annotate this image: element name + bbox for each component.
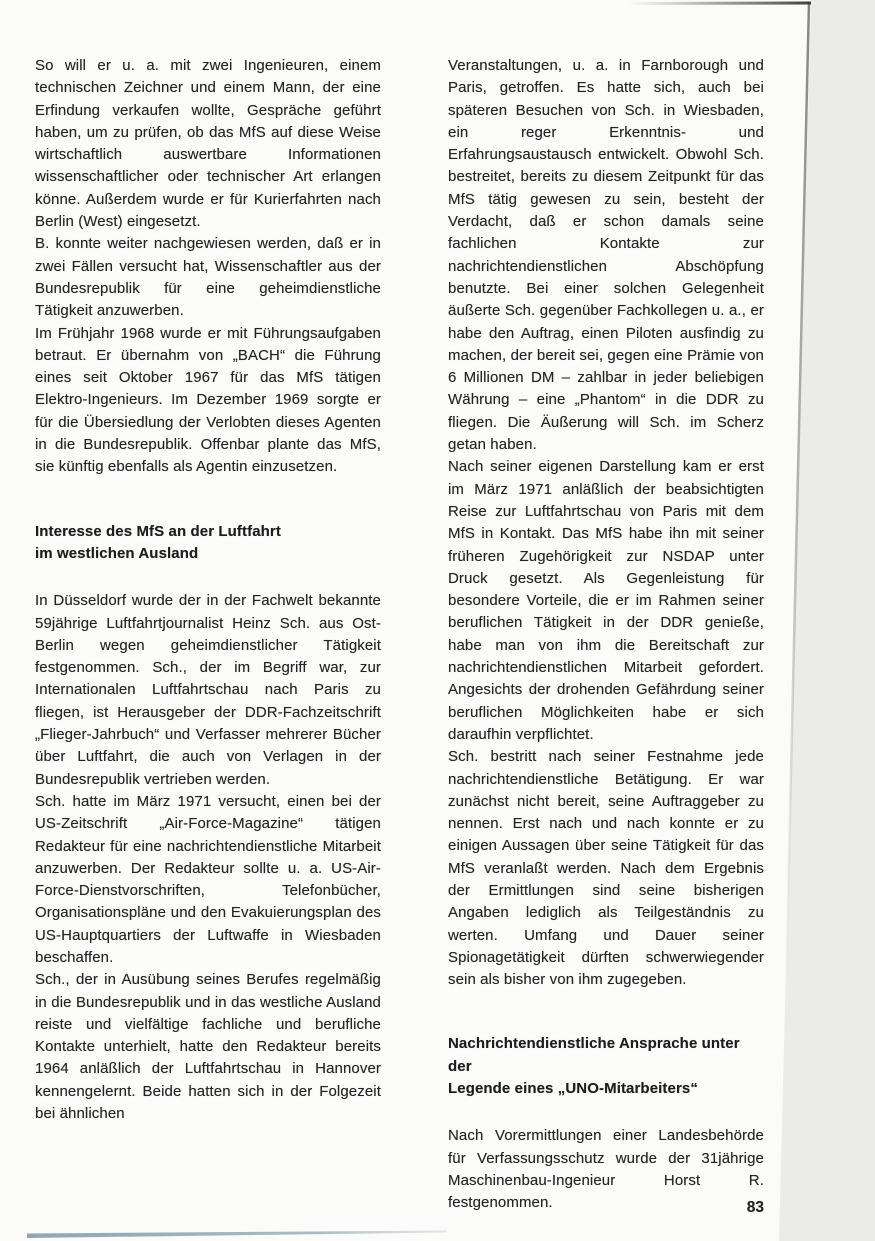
paragraph: Nach seiner eigenen Darstellung kam er erst im März 1971 anläßlich der beabsichtigten Reise zur Luftfahrtschau von Paris mit dem MfS in Kontakt. Das MfS habe ihn mit seiner früheren Zugehörigkeit zur NSDAP unter Druck gesetzt. Als Gegenleistung für besondere Vorteile, die er im Rahmen seiner beruflichen Tätigkeit in der DDR genieße, habe man von ihm die Bereitschaft zur nachrichtendienstlichen Mitarbeit gefordert. Angesichts der drohenden Gefährdung seiner beruflichen Möglichkeiten habe er sich daraufhin verpflichtet. [448, 458, 764, 743]
paragraph: Sch., der in Ausübung seines Berufes regelmäßig in die Bundesrepublik und in das westliche Ausland reiste und vielfältige fachliche und berufliche Kontakte unterhielt, hatte den Redakteur bereits 1964 anläßlich der Luftfahrtschau in Hannover kennengelernt. Beide hatten sich in der Folgezeit bei ähnlichen [35, 971, 381, 1123]
section-heading-line: Interesse des MfS an der Luftfahrt [35, 522, 281, 540]
paragraph: Sch. bestritt nach seiner Festnahme jede nachrichtendienstliche Betätigung. Er war zunächst nicht bereit, seine Auftraggeber zu nennen. Erst nach und nach konnte er zu einigen Aussagen über seine Tätigkeit für das MfS veranlaßt werden. Nach dem Ergebnis der Ermittlungen sind seine bisherigen Angaben lediglich als Teilgeständnis zu werten. Umfang und Dauer seiner Spionagetätigkeit dürften schwerwiegender sein als bisher von ihm zugegeben. [448, 748, 764, 989]
paragraph: Nach Vorermittlungen einer Landesbehörde für Verfassungsschutz wurde der 31jährige Maschinenbau-Ingenieur Horst R. festgenommen. [448, 1127, 764, 1212]
section-heading-line: Nachrichtendienstliche Ansprache unter der [448, 1035, 740, 1075]
page-edge-line [780, 2, 809, 1241]
paragraph: Veranstaltungen, u. a. in Farnborough und Paris, getroffen. Es hatte sich, auch bei späteren Besuchen von Sch. in Wiesbaden, ein reger Erkenntnis- und Erfahrungsaustausch entwickelt. Obwohl Sch. bestreitet, bereits zu diesem Zeitpunkt für das MfS tätig gewesen zu sein, besteht der Verdacht, daß er schon damals seine fachlichen Kontakte zur nachrichtendienstlichen Abschöpfung benutzte. Bei einer solchen Gelegenheit äußerte Sch. gegenüber Fachkollegen u. a., er habe den Auftrag, einen Piloten ausfindig zu machen, der bereit sei, gegen eine Prämie von 6 Millionen DM – zahlbar in jeder beliebigen Währung – eine „Phantom“ in die DDR zu fliegen. Die Äußerung will Sch. im Scherz getan haben. [448, 57, 764, 454]
scan-margin-area [779, 0, 875, 1241]
section-heading-luftfahrt [35, 521, 381, 566]
paragraph: Im Frühjahr 1968 wurde er mit Führungsaufgaben betraut. Er übernahm von „BACH“ die Führung eines seit Oktober 1967 für das MfS tätigen Elektro-Ingenieurs. Im Dezember 1969 sorgte er für die Übersiedlung der Verlobten dieses Agenten in die Bundesrepublik. Offenbar plante das MfS, sie künftig ebenfalls als Agentin einzusetzen. [35, 324, 381, 476]
paragraph: B. konnte weiter nachgewiesen werden, daß er in zwei Fällen versucht hat, Wissenschaftler aus der Bundesrepublik für eine geheimdienstliche Tätigkeit anzuwerben. [35, 235, 381, 320]
paragraph: So will er u. a. mit zwei Ingenieuren, einem technischen Zeichner und einem Mann, der eine Erfindung verkaufen wollte, Gespräche geführt haben, um zu prüfen, ob das MfS auf diese Weise wirtschaftlich auswertbare Informationen wissenschaftlicher oder technischer Art erlangen könne. Außerdem wurde er für Kurierfahrten nach Berlin (West) eingesetzt. [35, 57, 381, 231]
paragraph: Sch. hatte im März 1971 versucht, einen bei der US-Zeitschrift „Air-Force-Magazine“ tätigen Redakteur für eine nachrichtendienstliche Mitarbeit anzuwerben. Der Redakteur sollte u. a. US-Air-Force-Dienstvorschriften, Telefonbücher, Organisationspläne und den Evakuierungsplan des US-Hauptquartiers der Luftwaffe in Wiesbaden beschaffen. [35, 792, 381, 966]
section-heading-line: im westlichen Ausland [35, 544, 199, 562]
right-column [448, 55, 764, 1215]
bottom-rule [27, 1231, 447, 1239]
left-column [35, 55, 381, 1125]
page-top-edge-line [628, 3, 811, 4]
section-heading-line: Legende eines „UNO-Mitarbeiters“ [448, 1080, 698, 1098]
paragraph: In Düsseldorf wurde der in der Fachwelt bekannte 59jährige Luftfahrtjournalist Heinz Sch. aus Ost-Berlin wegen geheimdienstlicher Tätigkeit festgenommen. Sch., der im Begriff war, zur Internationalen Luftfahrtschau nach Paris zu fliegen, ist Herausgeber der DDR-Fachzeitschrift „Flieger-Jahrbuch“ und Verfasser mehrerer Bücher über Luftfahrt, die auch von Verlagen in der Bundesrepublik vertrieben werden. [35, 592, 381, 788]
section-heading-uno-mitarbeiter [448, 1033, 764, 1100]
page-number: 83 [746, 1199, 764, 1216]
